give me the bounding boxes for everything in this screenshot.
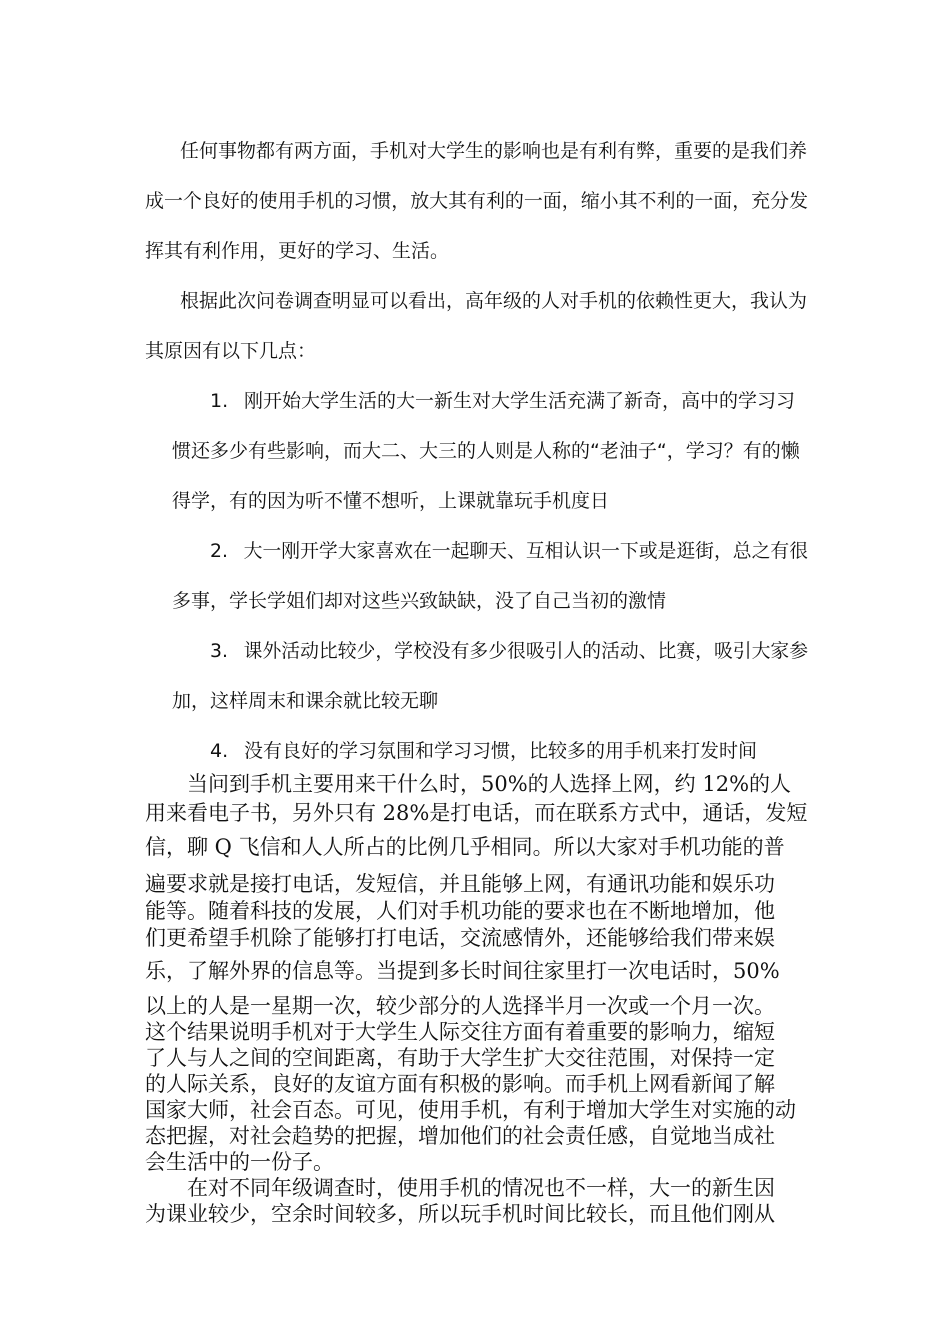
- list-item-1-line-1: [210, 389, 795, 413]
- list-item-text: 课外活动比较少，学校没有多少很吸引人的活动、比赛，吸引大家参: [243, 640, 809, 662]
- list-item-3-line-1: [210, 639, 808, 663]
- paragraph-3-line-14: 会生活中的一份子。: [145, 1150, 334, 1174]
- paragraph-3-line-6: 们更希望手机除了能够打打电话，交流感情外，还能够给我们带来娱: [145, 926, 775, 950]
- list-item-text: 大一刚开学大家喜欢在一起聊天、互相认识一下或是逛街，总之有很: [243, 540, 809, 562]
- paragraph-3-line-7: 乐，了解外界的信息等。当提到多长时间往家里打一次电话时，50%: [145, 959, 780, 983]
- paragraph-2-line-2: 其原因有以下几点：: [145, 340, 317, 362]
- list-item-text: 刚开始大学生活的大一新生对大学生活充满了新奇，高中的学习习: [244, 390, 796, 412]
- paragraph-3-line-5: 能等。随着科技的发展，人们对手机功能的要求也在不断地增加，他: [145, 899, 775, 923]
- list-item-1-line-2: 惯还多少有些影响，而大二、大三的人则是人称的“老油子“，学习？有的懒: [172, 440, 800, 462]
- list-item-1-line-3: 得学，有的因为听不懂不想听，上课就靠玩手机度日: [172, 490, 610, 512]
- list-number: 3.: [210, 640, 228, 662]
- list-number: 1.: [210, 390, 229, 412]
- list-item-2-line-2: 多事，学长学姐们却对这些兴致缺缺，没了自己当初的激情: [172, 590, 667, 612]
- paragraph-3-line-4: 遍要求就是接打电话，发短信，并且能够上网，有通讯功能和娱乐功: [145, 872, 775, 896]
- list-item-text: 没有良好的学习氛围和学习习惯，比较多的用手机来打发时间: [244, 740, 758, 762]
- paragraph-2-line-1: 根据此次问卷调查明显可以看出，高年级的人对手机的依赖性更大，我认为: [180, 290, 808, 312]
- paragraph-1-line-2: 成一个良好的使用手机的习惯，放大其有利的一面，缩小其不利的一面，充分发: [145, 190, 809, 212]
- list-number: 4.: [210, 740, 229, 762]
- paragraph-3-line-10: 了人与人之间的空间距离，有助于大学生扩大交往范围，对保持一定: [145, 1046, 775, 1070]
- paragraph-3-line-12: 国家大师，社会百态。可见，使用手机，有利于增加大学生对实施的动: [145, 1098, 796, 1122]
- paragraph-4-line-1: 在对不同年级调查时，使用手机的情况也不一样，大一的新生因: [187, 1176, 775, 1200]
- paragraph-3-line-3: 信，聊 Q 飞信和人人所占的比例几乎相同。所以大家对手机功能的普: [145, 835, 785, 859]
- paragraph-1-line-1: 任何事物都有两方面，手机对大学生的影响也是有利有弊，重要的是我们养: [180, 140, 808, 162]
- paragraph-4-line-2: 为课业较少，空余时间较多，所以玩手机时间比较长，而且他们刚从: [145, 1202, 775, 1226]
- list-item-2-line-1: [210, 539, 808, 563]
- paragraph-3-line-1: 当问到手机主要用来干什么时，50%的人选择上网，约 12%的人: [187, 772, 792, 796]
- paragraph-3-line-11: 的人际关系，良好的友谊方面有积极的影响。而手机上网看新闻了解: [145, 1072, 775, 1096]
- list-item-3-line-2: 加，这样周末和课余就比较无聊: [172, 690, 439, 712]
- paragraph-1-line-3: 挥其有利作用，更好的学习、生活。: [145, 240, 450, 262]
- paragraph-3-line-13: 态把握，对社会趋势的把握，增加他们的社会责任感，自觉地当成社: [145, 1124, 775, 1148]
- paragraph-3-line-9: 这个结果说明手机对于大学生人际交往方面有着重要的影响力，缩短: [145, 1020, 775, 1044]
- list-number: 2.: [210, 540, 228, 562]
- paragraph-3-line-8: 以上的人是一星期一次，较少部分的人选择半月一次或一个月一次。: [145, 994, 775, 1018]
- paragraph-3-line-2: 用来看电子书，另外只有 28%是打电话，而在联系方式中，通话，发短: [145, 801, 808, 825]
- list-item-4-line-1: [210, 739, 757, 763]
